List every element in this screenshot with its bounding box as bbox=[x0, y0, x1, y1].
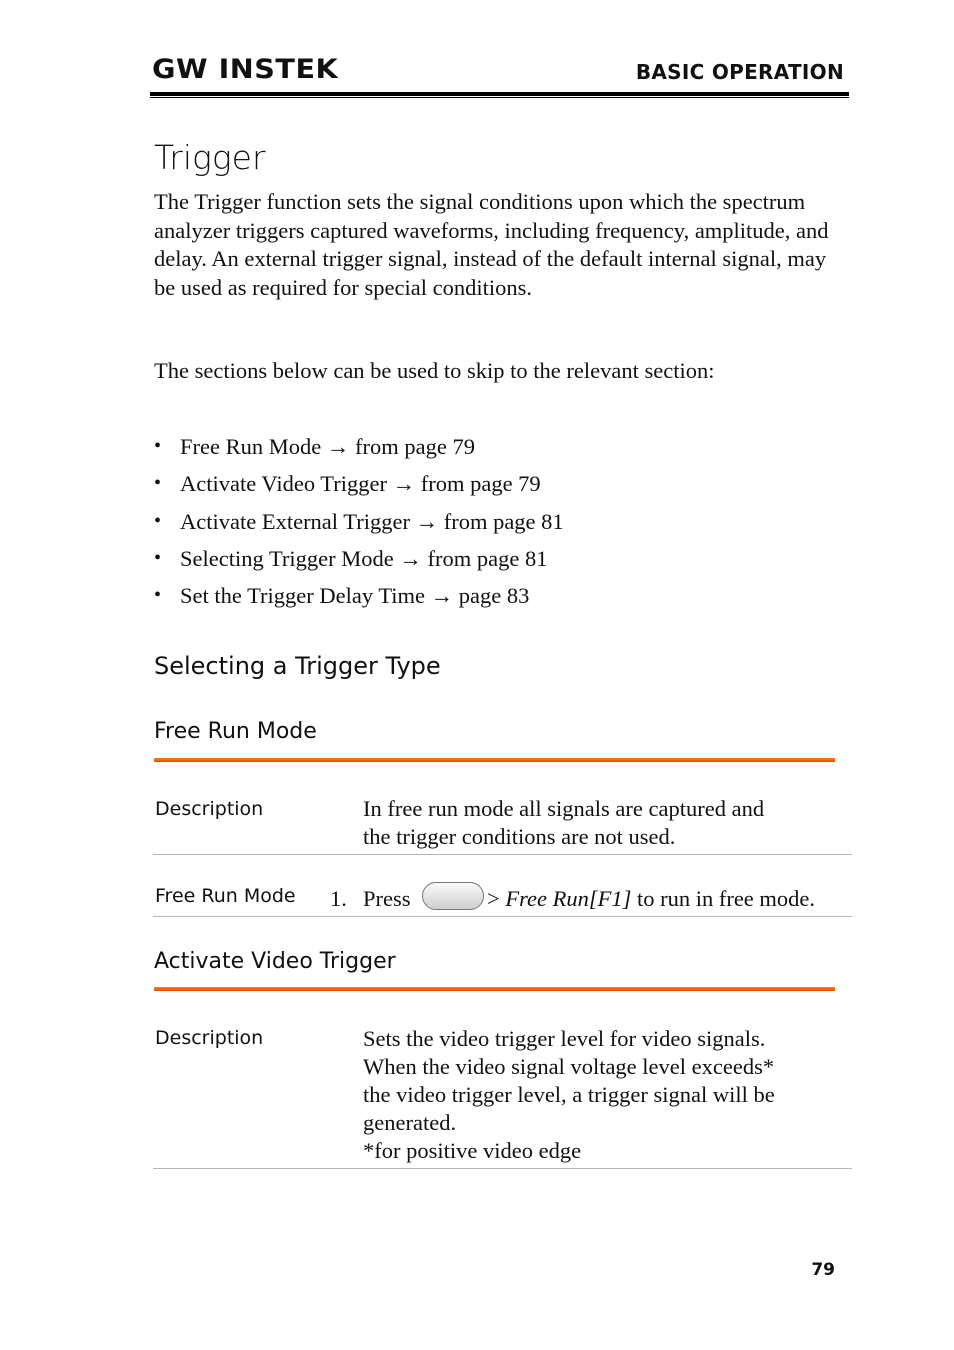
list-item[interactable]: • Free Run Mode → from page 79 bbox=[154, 434, 475, 459]
list-item[interactable]: • Selecting Trigger Mode → from page 81 bbox=[154, 545, 548, 571]
page-title: Trigger bbox=[154, 138, 266, 177]
step-number: 1. bbox=[330, 886, 347, 911]
section-link-list bbox=[154, 428, 564, 614]
list-item[interactable]: • Activate Video Trigger → from page 79 bbox=[154, 471, 541, 497]
link-target[interactable]: → from page 79 bbox=[326, 434, 475, 459]
brand-logo: GW INSTEK bbox=[152, 54, 339, 85]
list-item[interactable]: • Activate External Trigger → from page 81 bbox=[154, 508, 564, 534]
link-label[interactable]: Activate External Trigger bbox=[180, 508, 410, 534]
video-trigger-heading: Activate Video Trigger bbox=[154, 949, 396, 974]
free-run-heading: Free Run Mode bbox=[154, 719, 317, 744]
row-divider bbox=[153, 1168, 852, 1169]
link-label[interactable]: Selecting Trigger Mode bbox=[180, 545, 394, 571]
row-divider bbox=[153, 916, 852, 917]
link-label[interactable]: Set the Trigger Delay Time bbox=[180, 583, 426, 609]
header-rule-thin bbox=[150, 97, 849, 98]
trigger-key-button[interactable] bbox=[422, 882, 484, 910]
header-rule bbox=[150, 92, 849, 96]
link-target[interactable]: → from page 81 bbox=[415, 508, 564, 534]
free-run-description: In free run mode all signals are captured and the trigger conditions are not used. bbox=[363, 796, 765, 849]
intro-paragraph: The Trigger function sets the signal conditions upon which the spectrum analyzer triggers captured waveforms, including frequency, amplitude, and delay. An external trigger signal, instead of the default internal signal, may be used as required for special conditions. bbox=[154, 189, 829, 300]
link-target[interactable]: → from page 79 bbox=[392, 471, 541, 497]
section-accent-rule bbox=[154, 758, 835, 762]
section-accent-rule bbox=[154, 987, 835, 991]
sections-intro: The sections below can be used to skip to the relevant section: bbox=[154, 358, 715, 383]
softkey-name: Free Run[F1] bbox=[505, 886, 632, 911]
link-label[interactable]: Activate Video Trigger bbox=[180, 471, 387, 497]
section-name: BASIC OPERATION bbox=[635, 60, 844, 84]
subheading: Selecting a Trigger Type bbox=[154, 652, 441, 680]
link-label[interactable]: Free Run Mode bbox=[180, 434, 322, 459]
list-item[interactable]: • Set the Trigger Delay Time → page 83 bbox=[154, 583, 530, 609]
video-trigger-description: Sets the video trigger level for video signals. When the video signal voltage level exceeds* the video trigger level, a trigger signal will be generated. *for positive video edge bbox=[363, 1026, 775, 1163]
link-target[interactable]: → page 83 bbox=[430, 583, 530, 609]
row-divider bbox=[153, 854, 852, 855]
page-number: 79 bbox=[811, 1260, 835, 1280]
step-press-text: Press bbox=[363, 886, 411, 911]
description-label: Description bbox=[155, 798, 264, 820]
step-instruction: > Free Run[F1] to run in free mode. bbox=[487, 886, 816, 911]
description-label: Description bbox=[155, 1027, 264, 1049]
link-target[interactable]: → from page 81 bbox=[399, 545, 548, 571]
step-label: Free Run Mode bbox=[155, 885, 296, 907]
